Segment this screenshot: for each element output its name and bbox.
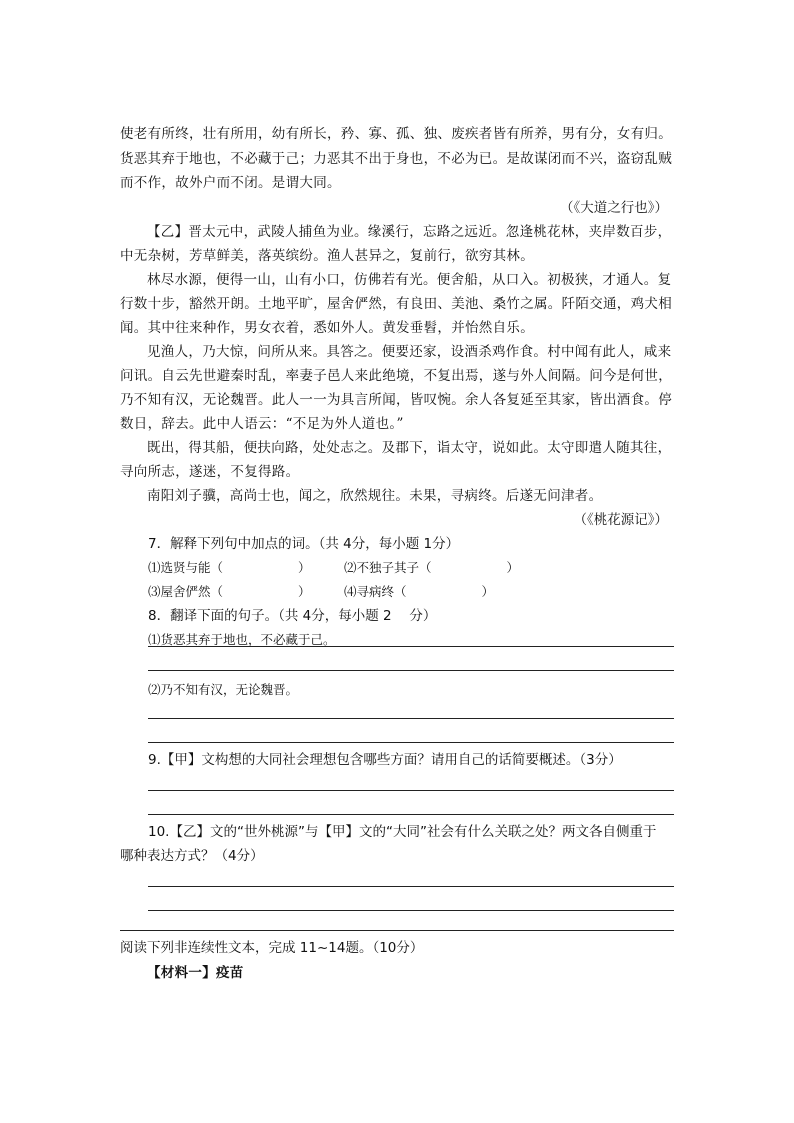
answer-line: [148, 742, 674, 743]
question-10-line-2: 哪种表达方式？（4分）: [120, 848, 264, 864]
yi-p1-line-1: 【乙】晋太元中，武陵人捕鱼为业。缘溪行，忘路之远近。忽逢桃花林，夹岸数百步，: [147, 224, 672, 240]
question-8: 8．翻译下面的句子。（共 4分，每小题 2 分）: [148, 608, 437, 624]
answer-line: [148, 646, 674, 647]
answer-line: [148, 790, 674, 791]
answer-line: [120, 930, 674, 931]
answer-line: [148, 886, 674, 887]
jia-text-line-1: 使老有所终，壮有所用，幼有所长，矜、寡、孤、独、废疾者皆有所养，男有分，女有归。: [120, 126, 672, 142]
material-one-heading: 【材料一】疫苗: [147, 965, 244, 981]
question-8-a: ⑴货恶其弃于地也，不必藏于己。: [148, 632, 336, 647]
question-9: 9.【甲】文构想的大同社会理想包含哪些方面？请用自己的话简要概述。（3分）: [148, 752, 622, 768]
jia-source: （《大道之行也》）: [560, 200, 668, 216]
yi-p3-line-2: 问讯。自云先世避秦时乱，率妻子邑人来此绝境，不复出焉，遂与外人间隔。问今是何世，: [120, 368, 672, 384]
question-7-c: ⑶屋舍俨然（ ）: [148, 584, 311, 599]
yi-p3-line-3: 乃不知有汉，无论魏晋。此人一一为具言所闻，皆叹惋。余人各复延至其家，皆出酒食。停: [120, 392, 672, 408]
question-7: 7．解释下列句中加点的词。（共 4分，每小题 1分）: [148, 536, 460, 552]
question-7-d: ⑷寻病终（ ）: [344, 584, 495, 599]
yi-p4-line-2: 寻向所志，遂迷，不复得路。: [120, 464, 300, 480]
yi-p1-line-2: 中无杂树，芳草鲜美，落英缤纷。渔人甚异之，复前行，欲穷其林。: [120, 248, 534, 264]
yi-p3-line-1: 见渔人，乃大惊，问所从来。具答之。便要还家，设酒杀鸡作食。村中闻有此人，咸来: [147, 344, 672, 360]
question-8-b: ⑵乃不知有汉，无论魏晋。: [148, 682, 299, 697]
yi-p2-line-1: 林尽水源，便得一山，山有小口，仿佛若有光。便舍船，从口入。初极狭，才通人。复: [147, 272, 672, 288]
jia-text-line-3: 而不作，故外户而不闭。是谓大同。: [120, 175, 341, 191]
jia-text-line-2: 货恶其弃于地也，不必藏于己；力恶其不出于身也，不必为已。是故谋闭而不兴，盗窃乱贼: [120, 151, 672, 167]
yi-source: （《桃花源记》）: [573, 512, 668, 528]
question-10-line-1: 10.【乙】文的“世外桃源”与【甲】文的“大同”社会有什么关联之处？两文各自侧重于: [148, 824, 657, 840]
answer-line: [148, 814, 674, 815]
yi-p3-line-4: 数日，辞去。此中人语云：“不足为外人道也。”: [120, 416, 404, 432]
yi-p2-line-2: 行数十步，豁然开朗。土地平旷，屋舍俨然，有良田、美池、桑竹之属。阡陌交通，鸡犬相: [120, 296, 672, 312]
question-7-b: ⑵不独子其子（ ）: [344, 560, 520, 575]
yi-p2-line-3: 闻。其中往来种作，男女衣着，悉如外人。黄发垂髫，并怡然自乐。: [120, 320, 534, 336]
question-7-a: ⑴选贤与能（ ）: [148, 560, 311, 575]
answer-line: [148, 670, 674, 671]
section-intro: 阅读下列非连续性文本，完成 11~14题。（10分）: [120, 940, 424, 956]
answer-line: [148, 718, 674, 719]
yi-p5-line-1: 南阳刘子骥，高尚士也，闻之，欣然规往。未果，寻病终。后遂无问津者。: [147, 488, 603, 504]
yi-p4-line-1: 既出，得其船，便扶向路，处处志之。及郡下，诣太守，说如此。太守即遣人随其往，: [147, 440, 672, 456]
answer-line: [148, 910, 674, 911]
